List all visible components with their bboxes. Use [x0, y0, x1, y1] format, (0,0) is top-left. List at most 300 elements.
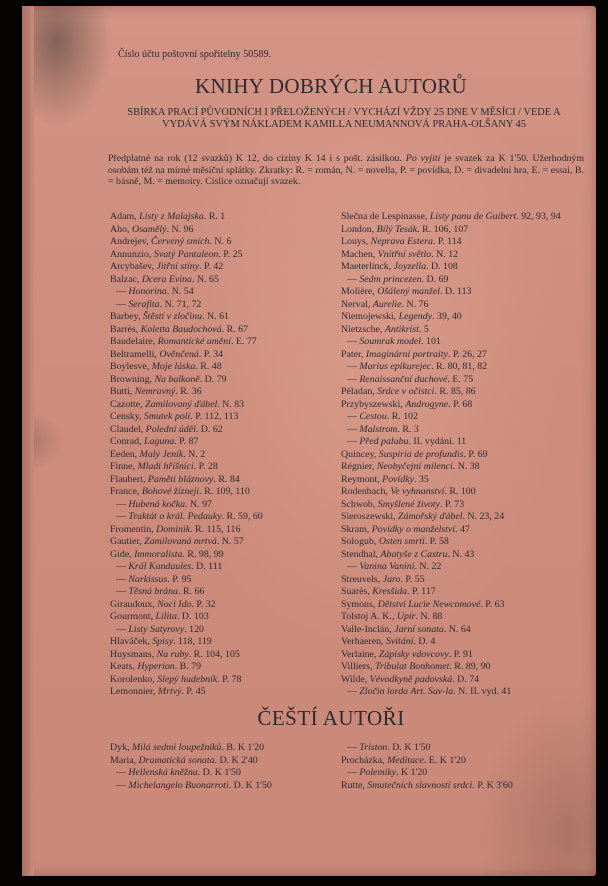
entry-volume: . P. 25 — [218, 248, 243, 260]
entry-volume: . R. 67 — [221, 323, 248, 335]
entry-title: Imaginární portraity — [365, 348, 448, 360]
entry-volume: . R. 102 — [386, 411, 419, 422]
entry-author: — — [116, 767, 129, 778]
catalog-entry — [341, 236, 586, 249]
catalog-entry — [110, 249, 342, 262]
entry-title: Sedm princezen — [359, 273, 422, 285]
catalog-entry — [341, 524, 586, 537]
entry-volume: . E. K 1'20 — [423, 754, 466, 766]
entry-title: Na balkoně — [154, 373, 200, 385]
entry-author: — — [347, 686, 360, 697]
entry-volume: . R. 59, 60 — [221, 511, 263, 522]
entry-author: Annunzio, — [110, 248, 154, 260]
catalog-entry — [110, 361, 342, 374]
entry-title: Mrtvý — [157, 686, 182, 697]
catalog-entry — [110, 511, 342, 524]
entry-title: Bohové žízneji — [141, 486, 200, 497]
entry-author: Dyk, — [110, 742, 132, 753]
entry-author: France, — [110, 486, 142, 497]
entry-title: Jaro — [382, 573, 401, 585]
entry-author: — — [347, 373, 360, 385]
postal-account-line: Číslo účtu poštovní spořitelny 50589. — [118, 49, 272, 60]
catalog-entry — [110, 224, 342, 237]
entry-volume: . N. 38 — [452, 461, 480, 472]
entry-volume: . P. 28 — [193, 461, 218, 472]
entry-author: Streuvels, — [341, 573, 383, 585]
entry-title: Dramatická sonata — [138, 754, 215, 766]
entry-title: Paměti bláznovy — [147, 473, 214, 485]
catalog-entry — [110, 211, 342, 224]
catalog-entry — [110, 424, 342, 437]
entry-volume: . R. 109, 110 — [199, 486, 250, 497]
entry-title: Immoralista — [134, 548, 183, 560]
catalog-entry — [110, 649, 342, 662]
entry-title: Polední úděl — [145, 423, 196, 435]
catalog-entry — [110, 374, 342, 387]
entry-author: Rodenbach, — [341, 486, 391, 497]
entry-author: Machen, — [341, 248, 378, 260]
entry-title: Bílý Tesák — [376, 223, 418, 235]
entry-author: Barbey, — [110, 311, 143, 322]
intro-text-rest: je svazek za K 1'50. Užerhodným osobám též na mírné měsíční splátky. Zkratky: R. = román, N. = novella, P. = povídka, D. = divadelní hra, E. = essai, B. = básně, M. = memoiry. Císlice označují svazek. — [108, 153, 585, 188]
entry-volume: . 120 — [184, 623, 204, 635]
entry-volume: . R. 100 — [444, 486, 476, 497]
entry-volume: . P. 114 — [432, 236, 462, 247]
entry-title: Povídky o manželství — [371, 523, 456, 535]
entry-title: Moje láska — [151, 361, 196, 372]
entry-title: Smyšlené životy — [377, 498, 441, 510]
entry-volume: . K 1'20 — [396, 767, 428, 778]
entry-volume: . D. 79 — [199, 373, 227, 385]
entry-volume: . 47 — [455, 523, 470, 535]
catalog-entry — [341, 424, 586, 437]
entry-volume: . P. 91 — [448, 648, 473, 660]
catalog-entry — [341, 336, 586, 349]
catalog-entry — [341, 742, 586, 755]
entry-volume: . R. 48 — [195, 361, 222, 372]
entry-title: Narkissus — [128, 573, 168, 585]
catalog-entry — [110, 474, 342, 487]
entry-title: Neobyčejní milenci — [376, 461, 453, 472]
entry-title: Aurelie — [372, 298, 402, 310]
entry-title: Zločin lorda Art. Sav-la — [359, 686, 454, 697]
entry-volume: . E. 75 — [447, 373, 474, 385]
entry-volume: . D. K 2'40 — [214, 754, 258, 766]
catalog-entry — [341, 311, 586, 324]
entry-volume: . P. 58 — [424, 536, 449, 547]
catalog-entry — [110, 549, 342, 562]
catalog-entry — [341, 249, 586, 262]
entry-volume: . B. K 1'20 — [221, 742, 265, 753]
entry-volume: . D. K 1'50 — [228, 779, 272, 791]
catalog-entry — [110, 336, 342, 349]
entry-author: Maria, — [110, 754, 139, 766]
entry-author: Adam, — [110, 211, 140, 222]
entry-volume: . P. 68 — [448, 398, 473, 410]
entry-volume: . R. 84 — [213, 473, 240, 485]
entry-title: Ve vyhnanství — [390, 486, 445, 497]
entry-author: Maeterlinck, — [341, 261, 394, 272]
entry-author: — — [116, 561, 129, 572]
entry-title: Milá sedmi loupežníků — [131, 742, 222, 753]
catalog-right-column — [341, 211, 586, 699]
series-subtitle: SBÍRKA PRACÍ PŮVODNÍCH I PŘELOŽENÝCH / VYCHÁZÍ VŽDY 25 DNE V MĚSÍCI / VEDE A VYDÁVÁ SVÝM NÁKLADEM KAMILLA NEUMANNOVÁ PRAHA-OLŠANY 45 — [127, 107, 561, 130]
catalog-entry — [341, 549, 586, 562]
entry-title: Zamilovaná mrtvá — [144, 536, 217, 547]
entry-author: — — [116, 498, 129, 510]
entry-author: Péladan, — [341, 386, 378, 397]
catalog-entry — [341, 780, 586, 793]
book-spine-edge — [22, 6, 34, 876]
entry-author: Lemonnier, — [110, 686, 158, 697]
entry-title: Hyperion — [137, 661, 175, 672]
entry-title: Srdce v očistci — [377, 386, 435, 397]
catalog-entry — [110, 286, 342, 299]
entry-author: Fromentin, — [110, 523, 157, 535]
catalog-entry — [110, 461, 342, 474]
entry-volume: . P. 45 — [181, 686, 206, 697]
entry-volume: . N. 96 — [166, 223, 194, 235]
entry-author: — — [347, 411, 360, 422]
entry-volume: . N. 12 — [431, 248, 459, 260]
catalog-entry — [110, 261, 342, 274]
entry-volume: . N. 71, 72 — [159, 298, 202, 310]
czech-authors-heading: ČEŠTÍ AUTOŘI — [257, 706, 405, 730]
catalog-entry — [341, 361, 586, 374]
entry-title: Vnitřní světlo — [377, 248, 432, 260]
catalog-entry — [110, 636, 342, 649]
entry-volume: . R. 80, 81, 82 — [431, 361, 488, 372]
entry-title: Před palubu — [359, 436, 409, 447]
catalog-entry — [110, 661, 342, 674]
catalog-entry — [341, 649, 586, 662]
entry-volume: . E. 77 — [230, 336, 257, 347]
entry-title: Malý Jeník — [139, 448, 184, 460]
entry-author: Nerval, — [341, 298, 373, 310]
catalog-entry — [341, 299, 586, 312]
catalog-entry — [341, 511, 586, 524]
catalog-entry — [341, 624, 586, 637]
entry-title: Honorina — [128, 286, 167, 297]
entry-volume: . N. 76 — [401, 298, 429, 310]
entry-author: — — [116, 298, 129, 310]
catalog-entry — [110, 386, 342, 399]
catalog-entry — [341, 324, 586, 337]
entry-volume: . P. K 3'60 — [472, 779, 513, 791]
entry-title: Dcera Evina — [141, 273, 192, 285]
entry-author: Balzac, — [110, 273, 142, 285]
catalog-entry — [110, 411, 342, 424]
entry-author: — — [347, 273, 360, 285]
entry-title: Spisy — [152, 636, 174, 647]
entry-title: Smutek polí — [143, 411, 191, 422]
catalog-entry — [341, 586, 586, 599]
entry-volume: . II. vydání. 11 — [408, 436, 467, 447]
entry-title: Soumrak model — [359, 336, 422, 347]
catalog-entry — [341, 499, 586, 512]
entry-title: Svatý Pantaleon — [153, 248, 219, 260]
entry-title: Listy panu de Guibert — [429, 211, 517, 222]
catalog-entry — [110, 311, 342, 324]
entry-volume: . R. 106, 107 — [417, 223, 469, 235]
catalog-entry — [341, 211, 586, 224]
entry-author: Suarès, — [341, 586, 373, 597]
entry-author: Niemojewski, — [341, 311, 399, 322]
entry-author: Quincey, — [341, 448, 379, 460]
subscription-intro — [108, 153, 584, 188]
catalog-entry — [110, 324, 342, 337]
catalog-entry — [341, 561, 586, 574]
catalog-entry — [110, 524, 342, 537]
entry-title: Tribulat Bonhomet — [374, 661, 450, 672]
catalog-entry — [110, 742, 342, 755]
entry-author: Keats, — [110, 661, 138, 672]
entry-volume: . P. 55 — [400, 573, 425, 585]
entry-title: Romantické umění — [157, 336, 231, 347]
entry-author: Baudelaire, — [110, 336, 158, 347]
entry-author: — — [116, 779, 129, 791]
entry-volume: . R. 3 — [397, 423, 419, 435]
entry-title: Ošálený manžel — [377, 286, 441, 297]
entry-author: — — [116, 573, 129, 585]
entry-title: Slepý hudebník — [157, 673, 218, 685]
entry-author: Symons, — [341, 598, 378, 610]
entry-volume: . N. 65 — [192, 273, 219, 285]
catalog-entry — [341, 474, 586, 487]
entry-volume: . R. 36 — [175, 386, 202, 397]
entry-author: Aho, — [110, 223, 132, 235]
entry-volume: . P. 73 — [440, 498, 465, 510]
entry-author: — — [116, 511, 129, 522]
entry-volume: . N. 2 — [183, 448, 206, 460]
entry-volume: . N. 61 — [202, 311, 229, 322]
catalog-entry — [110, 436, 342, 449]
entry-author: Sologub, — [341, 536, 379, 547]
entry-volume: . 92, 93, 94 — [516, 211, 561, 222]
entry-author: Tolstoj A. K., — [341, 611, 397, 622]
entry-author: Sieroszewski, — [341, 511, 399, 522]
catalog-entry — [110, 299, 342, 312]
catalog-entry — [110, 499, 342, 512]
catalog-entry — [110, 561, 342, 574]
entry-title: Ověnčená — [159, 348, 199, 360]
entry-author: Cazotte, — [110, 398, 146, 410]
entry-title: Traktát o král. Pedauky — [128, 511, 222, 522]
entry-volume: . P. 42 — [199, 261, 224, 272]
entry-author: — — [116, 586, 129, 597]
entry-author: — — [347, 423, 360, 435]
entry-title: Smutečních slavností srdci — [367, 779, 473, 791]
entry-volume: . D. 111 — [191, 561, 223, 572]
entry-author: — — [116, 623, 129, 635]
entry-volume: . P. 26, 27 — [447, 348, 487, 360]
catalog-entry — [110, 574, 342, 587]
entry-title: Mladí hříšníci — [137, 461, 194, 472]
catalog-entry — [110, 349, 342, 362]
entry-title: Dominik — [156, 523, 191, 535]
catalog-entry — [110, 780, 342, 793]
catalog-entry — [341, 755, 586, 768]
entry-author: — — [347, 336, 360, 347]
entry-title: Upír — [396, 611, 416, 622]
entry-author: Louys, — [341, 236, 371, 247]
entry-volume: . D. K 1'50 — [197, 767, 241, 778]
entry-author: Skram, — [341, 523, 372, 535]
catalog-entry — [110, 624, 342, 637]
entry-volume: . R. 89, 90 — [449, 661, 491, 672]
catalog-entry — [341, 686, 586, 699]
series-title: KNIHY DOBRÝCH AUTORŮ — [194, 74, 468, 98]
entry-author: Procházka, — [341, 754, 388, 766]
entry-author: Beltramelli, — [110, 348, 160, 360]
entry-author: Butti, — [110, 386, 135, 397]
catalog-entry — [341, 349, 586, 362]
catalog-entry — [341, 536, 586, 549]
entry-author: Nietzsche, — [341, 323, 385, 335]
entry-title: Koletta Baudochová — [140, 323, 222, 335]
entry-author: Giraudoux, — [110, 598, 158, 610]
entry-title: Triston — [359, 742, 388, 753]
entry-author: Valle-Inclán, — [341, 623, 395, 635]
entry-author: — — [347, 436, 360, 447]
entry-volume: . R. 115, 116 — [190, 523, 241, 535]
entry-author: Villiers, — [341, 661, 375, 672]
catalog-entry — [341, 286, 586, 299]
entry-volume: . D. 69 — [421, 273, 449, 285]
entry-title: Michelangelo Buonarroti — [128, 779, 229, 791]
catalog-entry — [341, 767, 586, 780]
entry-volume: . N. 97 — [185, 498, 212, 510]
entry-author: Claudel, — [110, 423, 146, 435]
entry-volume: . N. 88 — [415, 611, 443, 622]
catalog-entry — [341, 449, 586, 462]
entry-author: Schwob, — [341, 498, 378, 510]
catalog-entry — [341, 574, 586, 587]
entry-title: Nemravný — [134, 386, 176, 397]
entry-title: Povídky — [382, 473, 414, 485]
entry-title: Suspiria de profundis — [378, 448, 464, 460]
entry-title: Dětství Lucie Newcomové — [377, 598, 481, 610]
entry-author: Wilde, — [341, 673, 370, 685]
entry-title: Těsná brána — [128, 586, 178, 597]
entry-title: Renaissanční duchové — [359, 373, 448, 385]
catalog-entry — [341, 399, 586, 412]
entry-title: Jitřní stíny — [156, 261, 200, 272]
entry-author: Molière, — [341, 286, 378, 297]
entry-title: Jarní sonata — [394, 623, 444, 635]
entry-title: Listy z Malajska — [139, 211, 204, 222]
entry-author: Eeden, — [110, 448, 140, 460]
entry-title: Serafita — [128, 298, 160, 310]
entry-title: Svítání — [385, 636, 414, 647]
catalog-entry — [110, 449, 342, 462]
catalog-entry — [110, 767, 342, 780]
catalog-entry — [341, 674, 586, 687]
entry-volume: . 5 — [418, 323, 429, 335]
entry-author: Slečna de Lespinasse, — [341, 211, 430, 222]
entry-volume: . R. 1 — [203, 211, 226, 222]
entry-author: Barrès, — [110, 323, 141, 335]
entry-author: Verlaine, — [341, 648, 379, 660]
entry-volume: . P. 69 — [463, 448, 488, 460]
entry-volume: . R. 98, 99 — [182, 548, 224, 560]
entry-title: Červený smích — [151, 236, 210, 247]
catalog-entry — [110, 599, 342, 612]
catalog-entry — [110, 399, 342, 412]
entry-volume: . 101 — [421, 336, 441, 347]
catalog-left-column — [110, 211, 342, 699]
entry-volume: . 35 — [413, 473, 429, 485]
entry-author: Régnier, — [341, 461, 377, 472]
entry-title: Zámořský ďábel — [398, 511, 463, 522]
entry-title: Osamělý — [131, 223, 167, 235]
catalog-entry — [341, 486, 586, 499]
entry-author: Censky, — [110, 411, 144, 422]
entry-title: Hellenská kněžna — [128, 767, 198, 778]
entry-title: Hubená kočka — [128, 498, 186, 510]
catalog-entry — [341, 636, 586, 649]
entry-author: Przybyszewski, — [341, 398, 406, 410]
entry-author: Arcybašev, — [110, 261, 157, 272]
catalog-entry — [341, 411, 586, 424]
entry-volume: . D. 62 — [195, 423, 223, 435]
entry-title: Laguna — [144, 436, 175, 447]
catalog-entry — [341, 436, 586, 449]
catalog-entry — [341, 224, 586, 237]
entry-volume: . D. 108 — [426, 261, 458, 272]
entry-volume: . D. 74 — [452, 673, 480, 685]
catalog-entry — [341, 461, 586, 474]
catalog-entry — [341, 261, 586, 274]
entry-author: Reymont, — [341, 473, 383, 485]
entry-volume: . P. 34 — [198, 348, 224, 360]
entry-volume: . P. 32 — [191, 598, 216, 610]
entry-title: Antikrist — [384, 323, 419, 335]
entry-author: — — [116, 286, 129, 297]
entry-volume: . D. 113 — [440, 286, 472, 297]
entry-title: Zápisky vdovcovy — [378, 648, 449, 660]
entry-title: Meditace — [387, 754, 424, 766]
czech-left-column — [110, 742, 342, 792]
entry-author: Stendhal, — [341, 548, 381, 560]
entry-title: Marius epikurejec — [359, 361, 432, 372]
entry-title: Neprava Estera — [370, 236, 433, 247]
entry-volume: . P. 87 — [174, 436, 199, 447]
entry-author: — — [347, 767, 360, 778]
entry-volume: . P. 63 — [480, 598, 505, 610]
catalog-entry — [110, 486, 342, 499]
entry-volume: . 39, 40 — [432, 311, 462, 322]
catalog-entry — [110, 674, 342, 687]
entry-volume: . R. 85, 86 — [434, 386, 476, 397]
entry-volume: . R. 66 — [178, 586, 205, 597]
entry-volume: . B. 79 — [174, 661, 202, 672]
entry-title: Polemiky — [359, 767, 397, 778]
catalog-entry — [110, 755, 342, 768]
catalog-entry — [341, 661, 586, 674]
entry-author: Boylesve, — [110, 361, 152, 372]
czech-right-column — [341, 742, 586, 792]
entry-author: Finne, — [110, 461, 138, 472]
entry-title: Noci Ido — [157, 598, 192, 610]
entry-title: Král Kandaules — [128, 561, 192, 572]
entry-author: Korolenko, — [110, 673, 158, 685]
catalog-entry — [110, 611, 342, 624]
entry-title: Na ruby — [156, 648, 189, 660]
catalog-entry — [110, 586, 342, 599]
entry-title: Androgyne — [405, 398, 449, 410]
entry-title: Abatyše z Castru — [380, 548, 448, 560]
